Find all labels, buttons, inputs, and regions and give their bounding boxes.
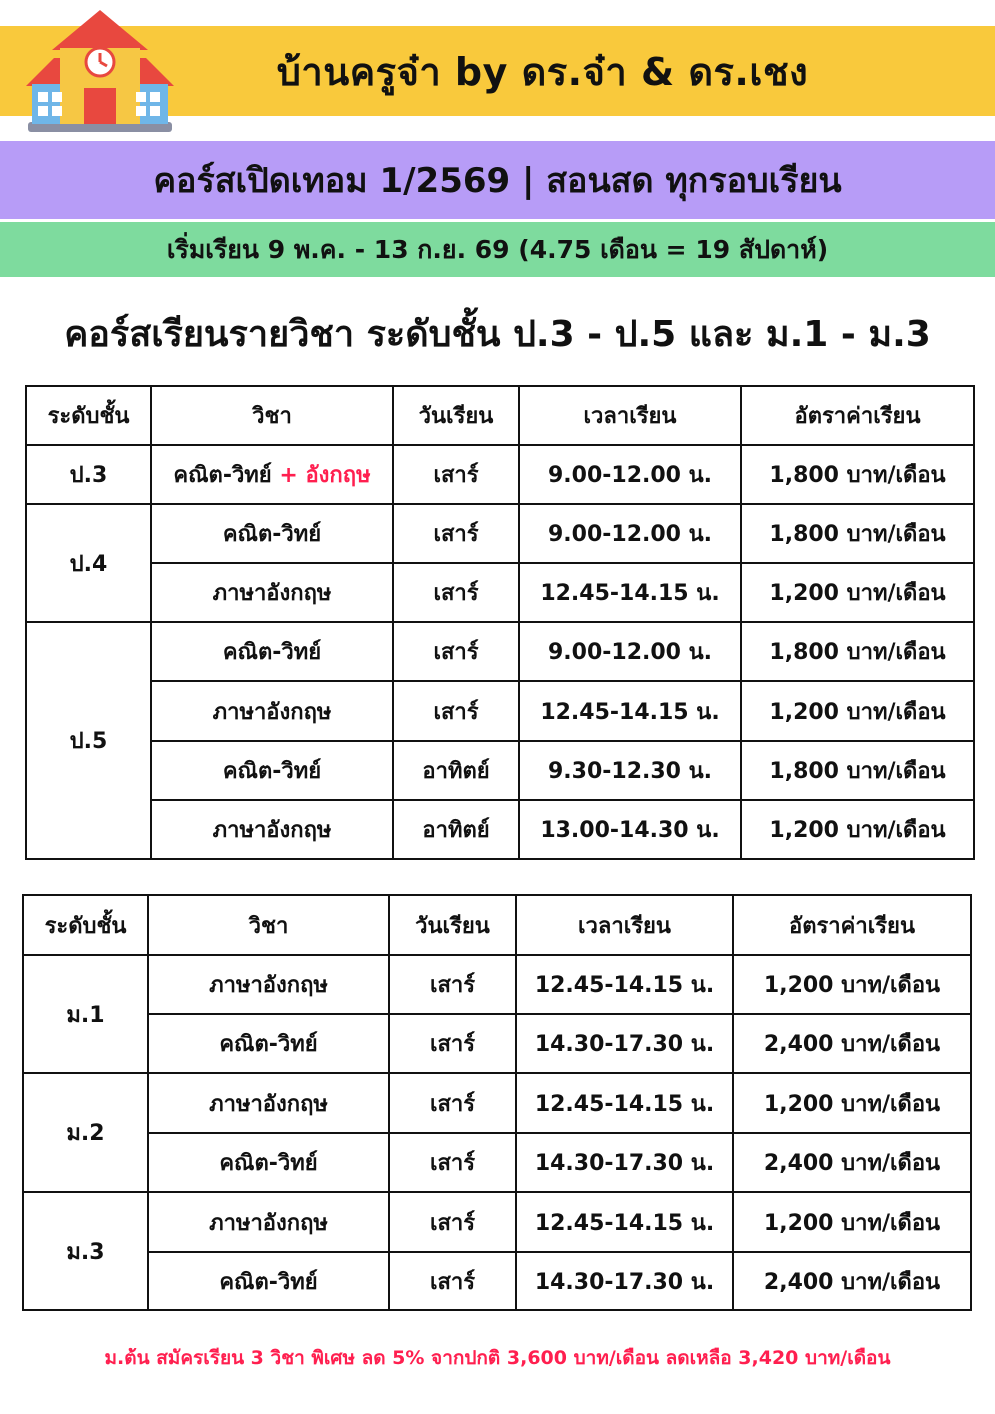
level-cell: ป.5 bbox=[26, 622, 151, 859]
time-cell: 12.45-14.15 น. bbox=[519, 563, 741, 622]
day-cell: อาทิตย์ bbox=[393, 741, 519, 800]
table-row bbox=[23, 1192, 971, 1252]
level-cell: ม.3 bbox=[23, 1192, 148, 1310]
subject-cell: ภาษาอังกฤษ bbox=[148, 955, 389, 1014]
primary-schedule-table bbox=[25, 385, 975, 860]
time-cell: 14.30-17.30 น. bbox=[516, 1133, 733, 1192]
section-heading: คอร์สเรียนรายวิชา ระดับชั้น ป.3 - ป.5 และ ม.1 - ม.3 bbox=[64, 314, 931, 355]
time-cell: 9.30-12.30 น. bbox=[519, 741, 741, 800]
fee-cell: 2,400 บาท/เดือน bbox=[733, 1252, 971, 1310]
secondary-schedule-table bbox=[22, 894, 972, 1311]
day-cell: เสาร์ bbox=[389, 1192, 516, 1252]
day-cell: เสาร์ bbox=[393, 563, 519, 622]
table-row bbox=[23, 1133, 971, 1192]
level-cell: ม.2 bbox=[23, 1073, 148, 1192]
time-cell: 12.45-14.15 น. bbox=[516, 1192, 733, 1252]
table-row bbox=[26, 622, 974, 681]
fee-cell: 1,200 บาท/เดือน bbox=[741, 681, 974, 741]
day-cell: เสาร์ bbox=[393, 681, 519, 741]
course-banner bbox=[0, 141, 995, 219]
table-header-row bbox=[23, 895, 971, 955]
subject-cell: คณิต-วิทย์ bbox=[151, 741, 393, 800]
fee-cell: 2,400 บาท/เดือน bbox=[733, 1133, 971, 1192]
column-header-fee: อัตราค่าเรียน bbox=[741, 386, 974, 445]
column-header-level: ระดับชั้น bbox=[23, 895, 148, 955]
time-cell: 12.45-14.15 น. bbox=[519, 681, 741, 741]
level-cell: ป.3 bbox=[26, 445, 151, 504]
table-row bbox=[26, 681, 974, 741]
day-cell: เสาร์ bbox=[393, 445, 519, 504]
subject-main: คณิต-วิทย์ bbox=[173, 463, 272, 488]
fee-cell: 1,200 บาท/เดือน bbox=[733, 1192, 971, 1252]
day-cell: เสาร์ bbox=[393, 504, 519, 563]
fee-cell: 2,400 บาท/เดือน bbox=[733, 1014, 971, 1073]
fee-cell: 1,800 บาท/เดือน bbox=[741, 504, 974, 563]
column-header-subject: วิชา bbox=[148, 895, 389, 955]
subject-cell: คณิต-วิทย์ bbox=[148, 1252, 389, 1310]
subject-cell: ภาษาอังกฤษ bbox=[148, 1192, 389, 1252]
subject-cell: ภาษาอังกฤษ bbox=[151, 563, 393, 622]
level-cell: ม.1 bbox=[23, 955, 148, 1073]
time-cell: 9.00-12.00 น. bbox=[519, 504, 741, 563]
subject-cell: คณิต-วิทย์ bbox=[148, 1014, 389, 1073]
column-header-day: วันเรียน bbox=[393, 386, 519, 445]
subject-cell: ภาษาอังกฤษ bbox=[151, 800, 393, 859]
time-cell: 13.00-14.30 น. bbox=[519, 800, 741, 859]
day-cell: เสาร์ bbox=[389, 1252, 516, 1310]
day-cell: เสาร์ bbox=[389, 1073, 516, 1133]
table-row bbox=[23, 1014, 971, 1073]
column-header-time: เวลาเรียน bbox=[519, 386, 741, 445]
subject-cell bbox=[151, 445, 393, 504]
fee-cell: 1,200 บาท/เดือน bbox=[733, 1073, 971, 1133]
fee-cell: 1,800 บาท/เดือน bbox=[741, 741, 974, 800]
table-row bbox=[26, 504, 974, 563]
table-row bbox=[23, 1252, 971, 1310]
column-header-time: เวลาเรียน bbox=[516, 895, 733, 955]
table-row bbox=[26, 741, 974, 800]
time-cell: 12.45-14.15 น. bbox=[516, 1073, 733, 1133]
fee-cell: 1,800 บาท/เดือน bbox=[741, 622, 974, 681]
page-title: บ้านครูจ๋า by ดร.จ๋า & ดร.เชง bbox=[276, 49, 809, 94]
discount-note: ม.ต้น สมัครเรียน 3 วิชา พิเศษ ลด 5% จากปกติ 3,600 บาท/เดือน ลดเหลือ 3,420 บาท/เดือน bbox=[104, 1347, 891, 1369]
time-cell: 9.00-12.00 น. bbox=[519, 622, 741, 681]
time-cell: 14.30-17.30 น. bbox=[516, 1252, 733, 1310]
date-line: เริ่มเรียน 9 พ.ค. - 13 ก.ย. 69 (4.75 เดือน = 19 สัปดาห์) bbox=[166, 234, 829, 264]
time-cell: 12.45-14.15 น. bbox=[516, 955, 733, 1014]
level-cell: ป.4 bbox=[26, 504, 151, 622]
subject-extra: อังกฤษ bbox=[305, 463, 371, 488]
subject-cell: คณิต-วิทย์ bbox=[151, 622, 393, 681]
column-header-subject: วิชา bbox=[151, 386, 393, 445]
column-header-fee: อัตราค่าเรียน bbox=[733, 895, 971, 955]
table-row bbox=[23, 955, 971, 1014]
day-cell: เสาร์ bbox=[389, 955, 516, 1014]
fee-cell: 1,200 บาท/เดือน bbox=[741, 800, 974, 859]
table-row bbox=[23, 1073, 971, 1133]
subject-cell: คณิต-วิทย์ bbox=[148, 1133, 389, 1192]
school-building-icon bbox=[24, 8, 176, 134]
fee-cell: 1,200 บาท/เดือน bbox=[733, 955, 971, 1014]
table-row bbox=[26, 445, 974, 504]
day-cell: เสาร์ bbox=[389, 1014, 516, 1073]
time-cell: 14.30-17.30 น. bbox=[516, 1014, 733, 1073]
subject-cell: ภาษาอังกฤษ bbox=[148, 1073, 389, 1133]
course-line: คอร์สเปิดเทอม 1/2569 | สอนสด ทุกรอบเรียน bbox=[153, 161, 842, 201]
fee-cell: 1,200 บาท/เดือน bbox=[741, 563, 974, 622]
time-cell: 9.00-12.00 น. bbox=[519, 445, 741, 504]
subject-cell: คณิต-วิทย์ bbox=[151, 504, 393, 563]
date-banner bbox=[0, 222, 995, 277]
table-row bbox=[26, 800, 974, 859]
column-header-level: ระดับชั้น bbox=[26, 386, 151, 445]
table-row bbox=[26, 563, 974, 622]
table-header-row bbox=[26, 386, 974, 445]
day-cell: เสาร์ bbox=[393, 622, 519, 681]
column-header-day: วันเรียน bbox=[389, 895, 516, 955]
subject-cell: ภาษาอังกฤษ bbox=[151, 681, 393, 741]
day-cell: อาทิตย์ bbox=[393, 800, 519, 859]
day-cell: เสาร์ bbox=[389, 1133, 516, 1192]
fee-cell: 1,800 บาท/เดือน bbox=[741, 445, 974, 504]
subject-plus: + bbox=[271, 463, 306, 488]
